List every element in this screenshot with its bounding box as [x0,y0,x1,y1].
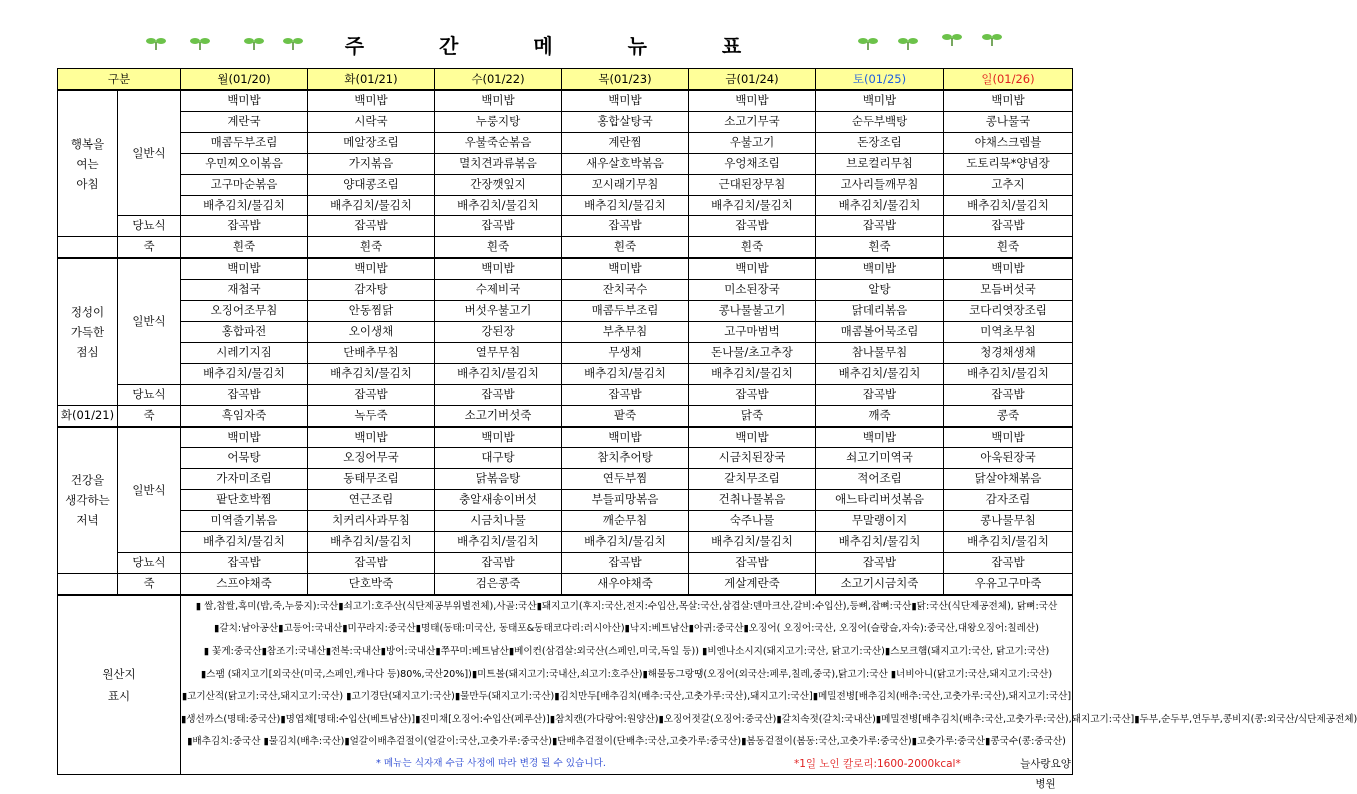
menu-item: 가자미조림 [181,469,308,490]
menu-item: 콩나물무침 [944,511,1073,532]
menu-change-note: * 메뉴는 식자재 수급 사정에 따라 변경 될 수 있습니다. [376,757,606,769]
menu-item: 우엉채조림 [689,153,816,174]
origin-footer [181,754,1072,790]
menu-item: 팥단호박찜 [181,490,308,511]
menu-item: 백미밥 [308,90,435,111]
menu-item: 가지볶음 [308,153,435,174]
diabetic-menu-item: 잡곡밥 [181,216,308,237]
porridge-diet-label: 죽 [118,405,181,426]
menu-item: 매콤두부조림 [181,132,308,153]
menu-item: 대구탕 [435,448,562,469]
menu-item: 백미밥 [308,258,435,279]
sprout-icon [190,36,210,50]
menu-item: 브로컬리무침 [816,153,944,174]
diabetic-menu-item: 잡곡밥 [308,552,435,573]
menu-item: 부추무침 [562,321,689,342]
sprout-icon [283,36,303,50]
porridge-menu-item: 흰죽 [435,237,562,258]
menu-item: 백미밥 [562,258,689,279]
menu-item: 안동찜닭 [308,301,435,322]
origin-details [181,595,1357,790]
sprout-icon [898,36,918,50]
sprout-icon [244,36,264,50]
menu-item: 무생채 [562,342,689,363]
menu-item: 수제비국 [435,280,562,301]
menu-item: 알탕 [816,280,944,301]
menu-item: 계란찜 [562,132,689,153]
menu-item: 배추김치/물김치 [944,532,1073,553]
menu-item: 홍합살탕국 [562,111,689,132]
meal-label-line: 아침 [76,176,99,191]
menu-item: 고사리들깨무침 [816,174,944,195]
porridge-menu-item: 스프야채죽 [181,573,308,594]
menu-item: 백미밥 [181,258,308,279]
menu-item: 아욱된장국 [944,448,1073,469]
menu-item: 배추김치/물김치 [435,195,562,216]
menu-item: 배추김치/물김치 [689,532,816,553]
day-header-tue: 화(01/21) [308,69,435,91]
diabetic-menu-item: 잡곡밥 [689,216,816,237]
porridge-row-label: 화(01/21) [58,405,118,426]
day-header-wed: 수(01/22) [435,69,562,91]
menu-item: 돈나물/초고추장 [689,342,816,363]
meal-label-line: 가득한 [70,324,105,339]
menu-item: 시금치된장국 [689,448,816,469]
day-header-sun: 일(01/26) [944,69,1073,91]
diabetic-menu-item: 잡곡밥 [816,384,944,405]
menu-item: 순두부백탕 [816,111,944,132]
menu-item: 백미밥 [944,427,1073,448]
diabetic-menu-item: 잡곡밥 [562,216,689,237]
porridge-menu-item: 흑임자죽 [181,405,308,426]
porridge-menu-item: 흰죽 [181,237,308,258]
porridge-row-label [58,573,118,594]
origin-label-line: 표시 [107,688,131,703]
menu-item: 백미밥 [689,90,816,111]
meal-label-line: 행복을 [70,136,105,151]
diabetic-menu-item: 잡곡밥 [308,216,435,237]
diabetic-menu-item: 잡곡밥 [435,384,562,405]
menu-item: 오이생채 [308,321,435,342]
porridge-menu-item: 소고기버섯죽 [435,405,562,426]
menu-item: 배추김치/물김치 [562,363,689,384]
menu-item: 숙주나물 [689,511,816,532]
menu-item: 치커리사과무침 [308,511,435,532]
menu-item: 미역줄기볶음 [181,511,308,532]
diabetic-menu-item: 잡곡밥 [181,384,308,405]
menu-item: 백미밥 [689,258,816,279]
porridge-menu-item: 단호박죽 [308,573,435,594]
menu-item: 미역초무침 [944,321,1073,342]
menu-item: 오징어조무침 [181,301,308,322]
menu-item: 강된장 [435,321,562,342]
menu-item: 닭데리볶음 [816,301,944,322]
menu-item: 배추김치/물김치 [181,363,308,384]
menu-item: 코다리엿장조림 [944,301,1073,322]
menu-item: 배추김치/물김치 [816,195,944,216]
diabetic-menu-item: 잡곡밥 [689,384,816,405]
menu-item: 백미밥 [689,427,816,448]
diabetic-menu-item: 잡곡밥 [435,216,562,237]
hospital-name: 늘사랑요양병원 [1020,757,1071,790]
calorie-note: *1일 노인 칼로리:1600-2000kcal* [794,757,961,770]
menu-item: 배추김치/물김치 [435,363,562,384]
menu-item: 동태무조림 [308,469,435,490]
diabetic-diet-label: 당뇨식 [118,384,181,405]
diabetic-menu-item: 잡곡밥 [944,552,1073,573]
menu-item: 백미밥 [181,427,308,448]
menu-item: 백미밥 [816,427,944,448]
menu-item: 단배추무침 [308,342,435,363]
porridge-menu-item: 흰죽 [308,237,435,258]
menu-item: 시락국 [308,111,435,132]
category-header: 구분 [58,69,181,91]
menu-item: 충알새송이버섯 [435,490,562,511]
menu-item: 열무무침 [435,342,562,363]
menu-item: 콩나물불고기 [689,301,816,322]
porridge-menu-item: 흰죽 [944,237,1073,258]
porridge-menu-item: 콩죽 [944,405,1073,426]
porridge-diet-label: 죽 [118,237,181,258]
general-diet-label: 일반식 [118,90,181,216]
menu-item: 시레기지짐 [181,342,308,363]
menu-item: 간장깻잎지 [435,174,562,195]
page-title: 주 간 메 뉴 표 [344,34,776,58]
sprout-icon [858,36,878,50]
menu-item: 멸치견과류볶음 [435,153,562,174]
meal-label-line: 정성이 [70,304,105,319]
menu-item: 배추김치/물김치 [816,532,944,553]
diabetic-menu-item: 잡곡밥 [816,216,944,237]
menu-item: 참치추어탕 [562,448,689,469]
diabetic-menu-item: 잡곡밥 [816,552,944,573]
diabetic-menu-item: 잡곡밥 [944,216,1073,237]
menu-item: 쇠고기미역국 [816,448,944,469]
porridge-menu-item: 흰죽 [816,237,944,258]
breakfast-label [58,90,118,237]
porridge-menu-item: 팥죽 [562,405,689,426]
porridge-menu-item: 흰죽 [562,237,689,258]
menu-item: 백미밥 [562,427,689,448]
menu-item: 닭볶음탕 [435,469,562,490]
porridge-menu-item: 흰죽 [689,237,816,258]
menu-item: 고추지 [944,174,1073,195]
sprout-icon [942,32,962,46]
menu-item: 우불고기 [689,132,816,153]
menu-item: 소고기무국 [689,111,816,132]
menu-item: 배추김치/물김치 [181,532,308,553]
menu-item: 깨순무침 [562,511,689,532]
menu-item: 백미밥 [944,90,1073,111]
menu-item: 배추김치/물김치 [562,532,689,553]
day-header-fri: 금(01/24) [689,69,816,91]
menu-item: 백미밥 [562,90,689,111]
diabetic-menu-item: 잡곡밥 [689,552,816,573]
diabetic-menu-item: 잡곡밥 [562,384,689,405]
meal-label-line: 점심 [76,344,99,359]
menu-item: 배추김치/물김치 [562,195,689,216]
menu-item: 백미밥 [816,258,944,279]
menu-item: 백미밥 [944,258,1073,279]
weekly-menu-table [57,68,1357,790]
menu-item: 홍합파전 [181,321,308,342]
menu-item: 버섯우불고기 [435,301,562,322]
menu-item: 백미밥 [816,90,944,111]
lunch-label [58,258,118,405]
porridge-menu-item: 닭죽 [689,405,816,426]
menu-item: 시금치나물 [435,511,562,532]
general-diet-label: 일반식 [118,427,181,553]
menu-item: 모듬버섯국 [944,280,1073,301]
menu-item: 콩나물국 [944,111,1073,132]
porridge-menu-item: 깨죽 [816,405,944,426]
menu-item: 연두부찜 [562,469,689,490]
diabetic-menu-item: 잡곡밥 [944,384,1073,405]
sprout-icon [982,32,1002,46]
origin-line: ▮생선까스(명태:중국산)▮명엽채[명태:수입산(베트남산)]▮진미채[오징어:수입산(페루산)]▮참치캔(가다랑어:원양산)▮오징어젓갈(오징어:중국산)▮갈치속젓(갈치:국내산)▮메밀전병[배추김치(배추:국산,고춧가루:국산),돼지고기:국산]▮두부,순두부,연두부,콩비지(콩:외국산/식단제공전체) [181,713,1357,725]
menu-item: 고구마순볶음 [181,174,308,195]
origin-label-line: 원산지 [102,666,136,681]
menu-item: 계란국 [181,111,308,132]
menu-item: 누룽지탕 [435,111,562,132]
menu-item: 돈장조림 [816,132,944,153]
menu-item: 백미밥 [181,90,308,111]
day-header-sat: 토(01/25) [816,69,944,91]
menu-item: 배추김치/물김치 [816,363,944,384]
menu-item: 감자조림 [944,490,1073,511]
origin-label [58,595,181,775]
diabetic-diet-label: 당뇨식 [118,216,181,237]
menu-item: 감자탕 [308,280,435,301]
menu-item: 백미밥 [435,427,562,448]
menu-item: 우불죽순볶음 [435,132,562,153]
porridge-menu-item: 게살계란죽 [689,573,816,594]
porridge-menu-item: 검은콩죽 [435,573,562,594]
menu-item: 백미밥 [435,90,562,111]
menu-item: 미소된장국 [689,280,816,301]
origin-line: ▮ 쌀,찹쌀,흑미(밥,죽,누룽지):국산▮쇠고기:호주산(식단제공부위별전체),사골:국산▮돼지고기(후지:국산,전지:수입산,목살:국산,삼겹살:덴마크산,갈비:수입산),등뼈,잡뼈:국산▮닭:국산(식단제공전체), 닭뼈:국산 [195,600,1058,612]
menu-item: 갈치무조림 [689,469,816,490]
menu-item: 배추김치/물김치 [689,363,816,384]
sprout-icon [146,36,166,50]
menu-item: 부들피망볶음 [562,490,689,511]
menu-item: 근대된장무침 [689,174,816,195]
menu-item: 메알장조림 [308,132,435,153]
menu-item: 무말랭이지 [816,511,944,532]
menu-item: 배추김치/물김치 [944,363,1073,384]
menu-item: 고구마범벅 [689,321,816,342]
menu-item: 매콤두부조림 [562,301,689,322]
menu-item: 연근조림 [308,490,435,511]
menu-item: 잔치국수 [562,280,689,301]
menu-item: 배추김치/물김치 [308,363,435,384]
diabetic-diet-label: 당뇨식 [118,552,181,573]
origin-line: ▮갈치:남아공산▮고등어:국내산▮미꾸라지:중국산▮명태(동태:미국산, 동태포&동태코다리:러시아산)▮낙지:베트남산▮아귀:중국산▮오징어( 오징어:국산, 오징어(슬랑슬,자숙):중국산,대왕오징어:칠레산) [214,623,1039,635]
origin-line: ▮고기산적(닭고기:국산,돼지고기:국산) ▮고기경단(돼지고기:국산)▮물만두(돼지고기:국산)▮김치만두[배추김치(배추:국산,고춧가루:국산),돼지고기:국산]▮메밀전병[배추김치(배추:국산,고춧가루:국산),돼지고기:국산] [181,691,1072,703]
porridge-menu-item: 새우야채죽 [562,573,689,594]
general-diet-label: 일반식 [118,258,181,384]
menu-item: 배추김치/물김치 [181,195,308,216]
menu-item: 우민찌오이볶음 [181,153,308,174]
menu-item: 참나물무침 [816,342,944,363]
menu-item: 재첩국 [181,280,308,301]
menu-item: 배추김치/물김치 [689,195,816,216]
menu-item: 야채스크렘블 [944,132,1073,153]
menu-item: 배추김치/물김치 [435,532,562,553]
menu-item: 어묵탕 [181,448,308,469]
day-header-mon: 월(01/20) [181,69,308,91]
origin-line: ▮배추김치:중국산 ▮물김치(배추:국산)▮얼갈이배추겉절이(얼갈이:국산,고춧가루:중국산)▮단배추겉절이(단배추:국산,고춧가루:중국산)▮봄동겉절이(봄동:국산,고춧가루:중국산)▮고춧가루:중국산▮콩국수(콩:중국산) [187,736,1066,748]
menu-item: 오징어무국 [308,448,435,469]
menu-item: 양대콩조림 [308,174,435,195]
menu-item: 배추김치/물김치 [944,195,1073,216]
menu-item: 건취나물볶음 [689,490,816,511]
diabetic-menu-item: 잡곡밥 [435,552,562,573]
menu-item: 새우살호박볶음 [562,153,689,174]
porridge-menu-item: 소고기시금치죽 [816,573,944,594]
diabetic-menu-item: 잡곡밥 [562,552,689,573]
porridge-diet-label: 죽 [118,573,181,594]
menu-item: 꼬시래기무침 [562,174,689,195]
menu-item: 배추김치/물김치 [308,532,435,553]
menu-item: 백미밥 [308,427,435,448]
menu-item: 닭살야채볶음 [944,469,1073,490]
diabetic-menu-item: 잡곡밥 [308,384,435,405]
porridge-menu-item: 녹두죽 [308,405,435,426]
origin-line: ▮스팸 (돼지고기[외국산(미국,스페인,캐나다 등)80%,국산20%])▮미트볼(돼지고기:국내산,쇠고기:호주산)▮해물동그랑땡(오징어(외국산:페루,칠레,중국),닭고기:국산 ▮너비아니(닭고기:국산,돼지고기:국산) [200,668,1053,680]
menu-item: 배추김치/물김치 [308,195,435,216]
porridge-row-label [58,237,118,258]
menu-item: 적어조림 [816,469,944,490]
menu-item: 매콤볼어묵조림 [816,321,944,342]
porridge-menu-item: 우유고구마죽 [944,573,1073,594]
meal-label-line: 저녁 [76,513,99,528]
diabetic-menu-item: 잡곡밥 [181,552,308,573]
menu-item: 청경채생채 [944,342,1073,363]
day-header-thu: 목(01/23) [562,69,689,91]
dinner-label [58,427,118,574]
meal-label-line: 여는 [76,156,99,171]
menu-item: 백미밥 [435,258,562,279]
menu-item: 애느타리버섯볶음 [816,490,944,511]
origin-line: ▮ 꽃게:중국산▮참조기:국내산▮전복:국내산▮방어:국내산▮쭈꾸미:베트남산▮베이컨(삼겹살:외국산(스페인,미국,독일 등)) ▮비엔나소시지(돼지고기:국산, 닭고기:국산)▮스모크햄(돼지고기:국산, 닭고기:국산) [203,645,1050,657]
meal-label-line: 건강을 [70,473,105,488]
meal-label-line: 생각하는 [65,493,110,508]
menu-item: 도토리묵*양념장 [944,153,1073,174]
